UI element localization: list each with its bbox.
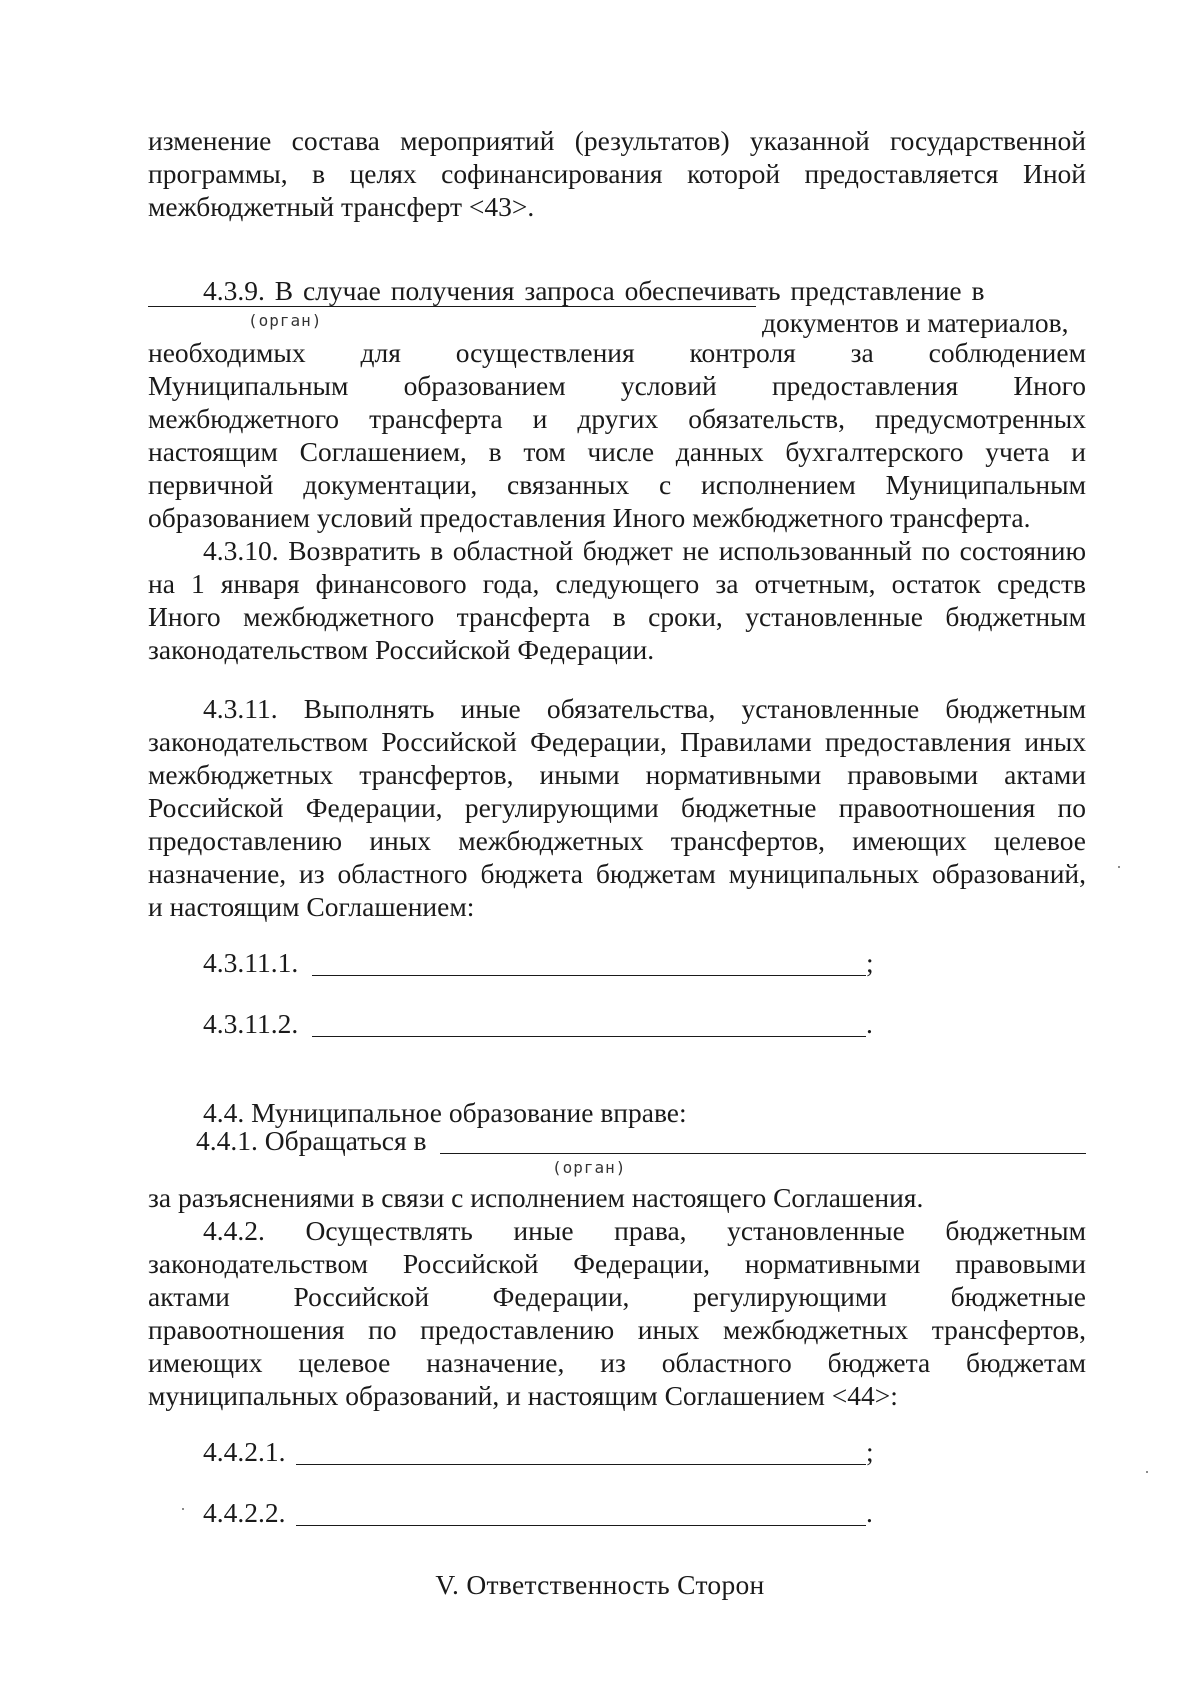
text-line: документов и материалов, (762, 306, 1069, 338)
organ-caption: (орган) (248, 311, 323, 330)
item-label: 4.4.2.2. (203, 1497, 286, 1528)
item-label: 4.4.1. Обращаться в (196, 1125, 427, 1156)
item-end: ; (866, 947, 874, 978)
item-label: 4.3.11.1. (203, 947, 299, 978)
text-line: межбюджетный трансферт <43>. (148, 191, 535, 222)
text-line: настоящим Соглашением, в том числе данных бухгалтерского учета и (148, 436, 1086, 467)
text-line: образованием условий предоставления Иного межбюджетного трансферта. (148, 502, 1031, 533)
text-line: необходимых для осуществления контроля за соблюдением (148, 337, 1086, 368)
text-line: и настоящим Соглашением: (148, 891, 475, 922)
text-line: изменение состава мероприятий (результатов) указанной государственной (148, 125, 1086, 156)
scan-speck (182, 1508, 184, 1510)
text-line: законодательством Российской Федерации, нормативными правовыми (148, 1248, 1086, 1279)
text-line: муниципальных образований, и настоящим Соглашением <44>: (148, 1380, 898, 1411)
text-line: на 1 января финансового года, следующего за отчетным, остаток средств (148, 568, 1086, 599)
blank-field (312, 1036, 866, 1037)
text-line: Российской Федерации, регулирующими бюджетные правоотношения по (148, 792, 1086, 823)
item-end: . (866, 1008, 873, 1039)
text-line: 4.3.11. Выполнять иные обязательства, установленные бюджетным (203, 693, 1086, 724)
text-line: назначение, из областного бюджета бюджетам муниципальных образований, (148, 858, 1086, 889)
text-line: 4.4.2. Осуществлять иные права, установленные бюджетным (203, 1215, 1086, 1246)
text-line: 4.3.10. Возвратить в областной бюджет не использованный по состоянию (203, 535, 1086, 566)
blank-organ-field (440, 1153, 1086, 1154)
text-line: межбюджетного трансферта и других обязательств, предусмотренных (148, 403, 1086, 434)
text-line: предоставлению иных межбюджетных трансфертов, имеющих целевое (148, 825, 1086, 856)
text-line: законодательством Российской Федерации. (148, 634, 655, 665)
text-line: межбюджетных трансфертов, иными нормативными правовыми актами (148, 759, 1086, 790)
organ-caption: (орган) (552, 1158, 627, 1177)
text-line: первичной документации, связанных с исполнением Муниципальным (148, 469, 1086, 500)
text-line: актами Российской Федерации, регулирующими бюджетные (148, 1281, 1086, 1312)
text-line: Муниципальным образованием условий предоставления Иного (148, 370, 1086, 401)
blank-organ-field (148, 306, 756, 307)
item-label: 4.4.2.1. (203, 1436, 286, 1467)
scan-speck (1118, 866, 1120, 868)
text-line: законодательством Российской Федерации, Правилами предоставления иных (148, 726, 1086, 757)
text-line: 4.3.9. В случае получения запроса обеспечивать представление в (203, 274, 985, 306)
text-line: правоотношения по предоставлению иных межбюджетных трансфертов, (148, 1314, 1086, 1345)
blank-field (296, 1525, 866, 1526)
text-line: Иного межбюджетного трансферта в сроки, установленные бюджетным (148, 601, 1086, 632)
item-end: . (866, 1497, 873, 1528)
scan-speck (1146, 1471, 1148, 1473)
text-line: программы, в целях софинансирования которой предоставляется Иной (148, 158, 1086, 189)
text-line: за разъяснениями в связи с исполнением настоящего Соглашения. (148, 1182, 924, 1213)
text-line: 4.4. Муниципальное образование вправе: (203, 1096, 687, 1128)
text-line: имеющих целевое назначение, из областного бюджета бюджетам (148, 1347, 1086, 1378)
blank-field (296, 1464, 866, 1465)
blank-field (312, 975, 866, 976)
item-end: ; (866, 1436, 874, 1467)
section-heading: V. Ответственность Сторон (435, 1569, 765, 1600)
item-label: 4.3.11.2. (203, 1008, 299, 1039)
